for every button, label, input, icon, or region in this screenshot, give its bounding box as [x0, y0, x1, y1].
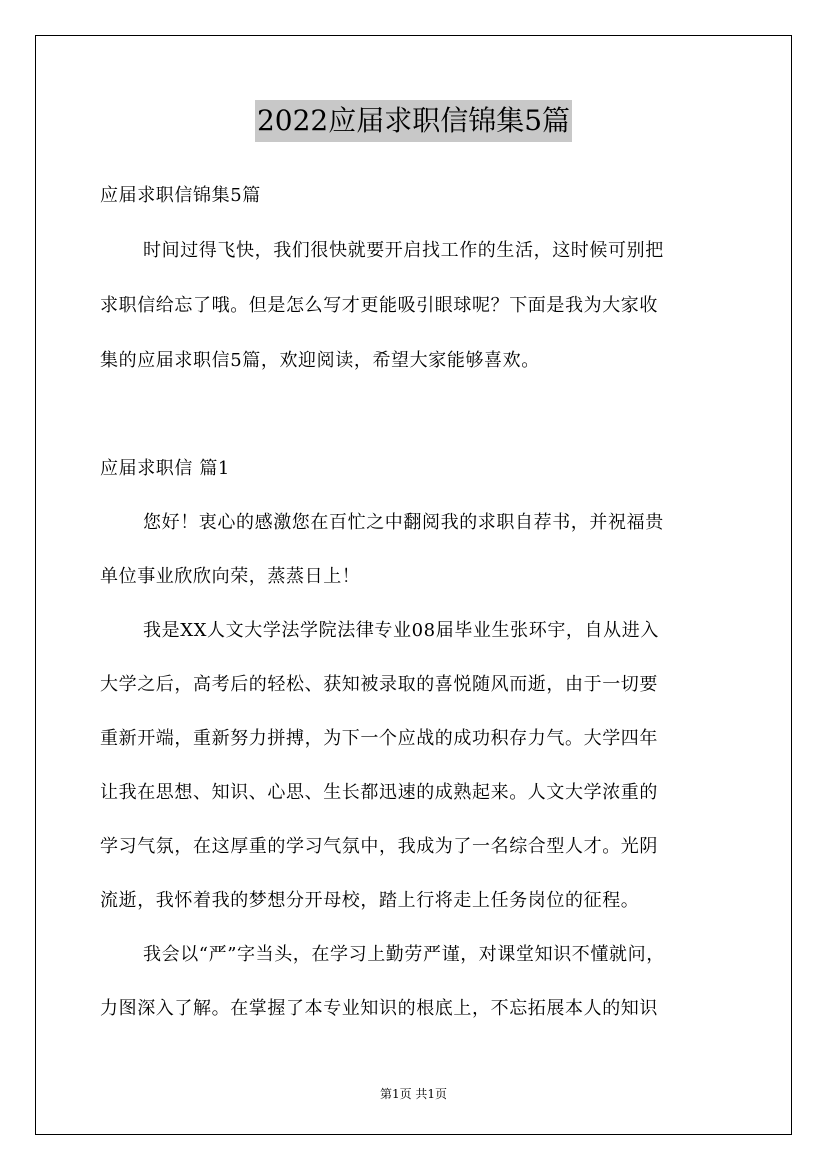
document-subtitle: 应届求职信锦集5篇	[100, 185, 261, 206]
para2-line-4: 让我在思想、知识、心思、生长都迅速的成熟起来。人文大学浓重的	[100, 782, 658, 803]
title-container	[0, 100, 827, 142]
para3-line-1: 我会以“严”字当头，在学习上勤劳严谨，对课堂知识不懂就问，	[143, 944, 665, 965]
para1-line-1: 您好！衷心的感激您在百忙之中翻阅我的求职自荐书，并祝福贵	[143, 512, 664, 533]
intro-line-2: 求职信给忘了哦。但是怎么写才更能吸引眼球呢？下面是我为大家收	[100, 295, 658, 316]
para2-line-3: 重新开端，重新努力拼搏，为下一个应战的成功积存力气。大学四年	[100, 728, 658, 749]
intro-line-1: 时间过得飞快，我们很快就要开启找工作的生活，这时候可别把	[143, 240, 664, 261]
page-footer: 第1页 共1页	[379, 1087, 448, 1101]
para2-line-6: 流逝，我怀着我的梦想分开母校，踏上行将走上任务岗位的征程。	[100, 890, 640, 911]
intro-line-3: 集的应届求职信5篇，欢迎阅读，希望大家能够喜欢。	[100, 350, 540, 371]
para2-line-1: 我是XX人文大学法学院法律专业08届毕业生张环宇，自从进入	[143, 620, 659, 641]
para2-line-2: 大学之后，高考后的轻松、获知被录取的喜悦随风而逝，由于一切要	[100, 674, 658, 695]
para3-line-2: 力图深入了解。在掌握了本专业知识的根底上，不忘拓展本人的知识	[100, 998, 658, 1019]
section-heading: 应届求职信 篇1	[100, 458, 230, 479]
document-title: 2022应届求职信锦集5篇	[255, 100, 572, 142]
para2-line-5: 学习气氛，在这厚重的学习气氛中，我成为了一名综合型人才。光阴	[100, 836, 658, 857]
para1-line-2: 单位事业欣欣向荣，蒸蒸日上！	[100, 566, 361, 587]
